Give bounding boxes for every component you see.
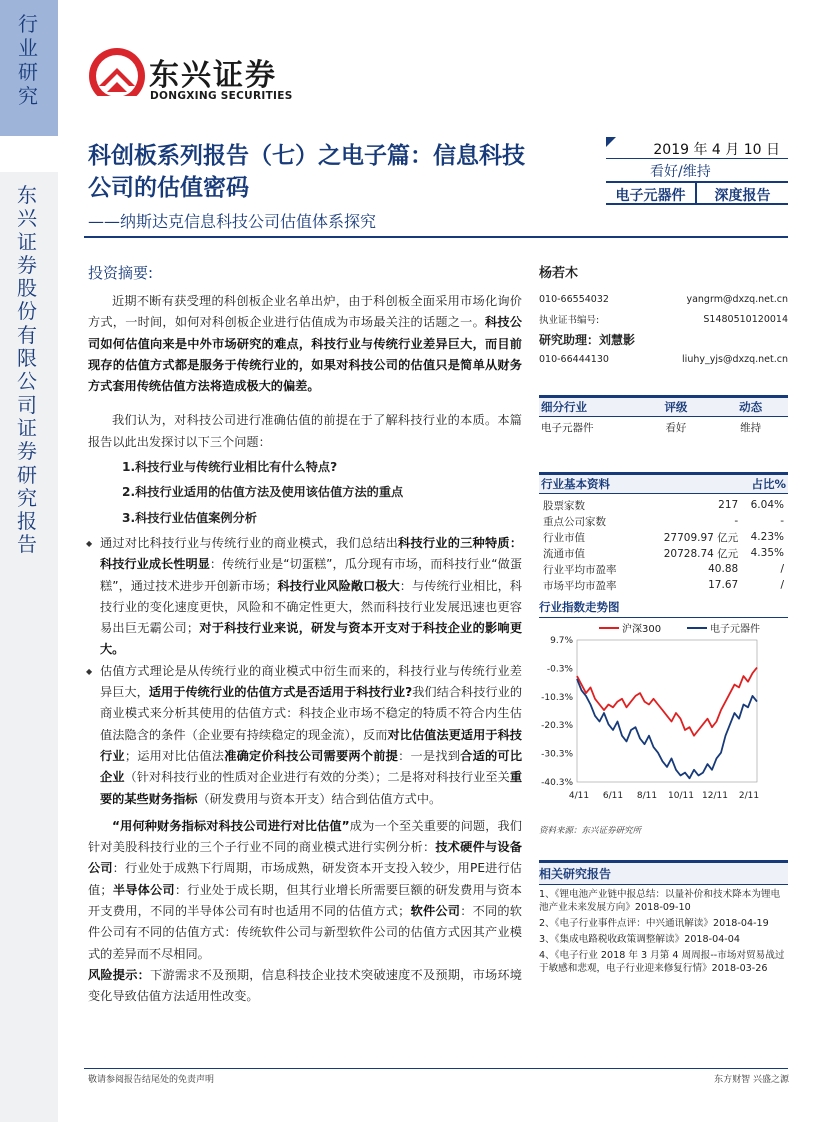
title-divider: [84, 236, 788, 238]
stats-cell-label: 流通市值: [543, 547, 585, 560]
question-3: 3.科技行业估值案例分析: [122, 510, 257, 525]
stats-cell-label: 市场平均市盈率: [543, 579, 617, 592]
assistant-name: 研究助理：刘慧影: [539, 332, 636, 347]
rating-cell-rating: 看好: [665, 422, 687, 434]
stats-table-row: [539, 529, 788, 545]
bullet-1: ◆ 通过对比科技行业与传统行业的商业模式，我们总结出科技行业的三种特质：科技行业成长性明显：传统行业是“切蛋糕”，瓜分现有市场，而科技行业“做蛋糕”，通过技术进步开创新市场；科技行业风险敞口极大：与传统行业相比，科技行业的变化速度更快，风险和不确定性更大，然而科技行业发展迅速也更容易出巨无霸公司；对于科技行业来说，研发与资本开支对于科技企业的影响更大。: [88, 533, 522, 661]
x-tick-label: 8/11: [636, 791, 658, 801]
summary-paragraph-3: “用何种财务指标对科技公司进行对比估值”成为一个至关重要的问题，我们针对美股科技行业的三个子行业不同的商业模式进行实例分析：技术硬件与设备公司：行业处于成熟下行周期，市场成熟，研发资本开支投入较少，用PE进行估值；半导体公司：行业处于成长期，但其行业增长所需要巨额的研发费用与资本开支费用，不同的半导体公司有时也适用不同的估值方式；软件公司：不同的软件公司有不同的估值方式：传统软件公司与新型软件公司的估值方式因其产业模式的差异而不尽相同。: [88, 818, 522, 961]
rating-col-status: 动态: [739, 400, 763, 414]
stats-header-label: 行业基本资料: [541, 477, 610, 491]
chart-source-note: 资料来源：东兴证券研究所: [539, 826, 642, 836]
report-date-row: [606, 137, 788, 159]
rating-col-industry: 细分行业: [541, 400, 587, 414]
analyst-contact-1: [539, 289, 788, 309]
stats-cell-pct: 4.35%: [750, 547, 784, 559]
question-1: 1.科技行业与传统行业相比有什么特点?: [122, 460, 338, 475]
stats-cell-pct: 6.04%: [750, 499, 784, 511]
corner-triangle-icon: [606, 137, 616, 147]
y-tick-label: 9.7%: [550, 636, 573, 646]
question-2: 2.科技行业适用的估值方法及使用该估值方法的重点: [122, 485, 404, 500]
rating-table-header: [539, 395, 788, 417]
stats-cell-label: 行业市值: [543, 531, 585, 544]
stats-header-pct: 占比%: [751, 477, 786, 491]
report-type: 深度报告: [714, 188, 771, 204]
right-column: [539, 262, 788, 618]
chart-title: 行业指数走势图: [539, 599, 788, 618]
logo-mark-icon: [87, 46, 147, 106]
y-tick-label: -0.3%: [546, 664, 573, 675]
footer-divider: [84, 1068, 788, 1069]
dongxing-logo: [87, 46, 297, 108]
related-item[interactable]: 1、《锂电池产业链中报总结：以量补价和技术降本为锂电池产业未来发展方向》2018-09-10: [539, 889, 781, 913]
sidebar-top-band: [0, 0, 58, 136]
sidebar-category-label: 行业研究: [18, 12, 38, 108]
rating-cell-status: 维持: [740, 422, 762, 434]
stats-cell-pct: -: [780, 515, 784, 527]
analyst-cert-row: [539, 309, 788, 329]
report-category-row: [606, 181, 788, 205]
y-tick-label: -10.3%: [541, 692, 573, 703]
summary-body: [88, 291, 522, 1008]
y-tick-label: -20.3%: [541, 721, 573, 732]
stats-table-row: [539, 577, 788, 593]
stats-cell-value: 27709.97 亿元: [663, 531, 739, 544]
stats-table-row: [539, 513, 788, 529]
sidebar-main-band: [0, 172, 58, 1122]
stats-table-row: [539, 545, 788, 561]
rating-col-rating: 评级: [664, 400, 688, 414]
stats-cell-pct: /: [780, 579, 784, 591]
cert-label: 执业证书编号:: [539, 315, 600, 326]
x-tick-label: 12/11: [702, 791, 728, 801]
summary-paragraph-2: 我们认为，对科技公司进行准确估值的前提在于了解科技行业的本质。本篇报告以此出发探讨以下三个问题：: [88, 413, 522, 449]
y-tick-label: -30.3%: [541, 749, 573, 760]
assistant-phone: 010-66444130: [539, 353, 609, 365]
y-tick-label: -40.3%: [541, 778, 573, 788]
stats-table-header: [539, 472, 788, 494]
analyst-phone: 010-66554032: [539, 293, 609, 305]
footer-disclaimer: 敬请参阅报告结尾处的免责声明: [88, 1075, 215, 1085]
stats-cell-label: 行业平均市盈率: [543, 563, 617, 576]
sidebar-company-label: 东兴证券股份有限公司证券研究报告: [17, 183, 37, 557]
stats-cell-value: 40.88: [708, 563, 739, 575]
stats-cell-pct: 4.23%: [750, 531, 784, 543]
analyst-name: 杨若木: [539, 266, 579, 281]
related-item[interactable]: 2、《电子行业事件点评：中兴通讯解读》2018-04-19: [539, 918, 769, 929]
report-info-box: [606, 137, 788, 205]
stats-cell-label: 股票家数: [543, 499, 585, 512]
stats-cell-value: -: [734, 515, 739, 527]
related-heading: 相关研究报告: [539, 860, 788, 885]
legend-electronics: 电子元器件: [687, 620, 760, 635]
report-title: 科创板系列报告（七）之电子篇：信息科技公司的估值密码: [88, 143, 525, 201]
footer-slogan: 东方财智 兴盛之源: [714, 1075, 789, 1085]
summary-heading: 投资摘要:: [88, 264, 154, 282]
risk-warning: 风险提示：下游需求不及预期，信息科技企业技术突破速度不及预期，市场环境变化导致估值方法适用性改变。: [88, 967, 522, 1004]
industry-name: 电子元器件: [606, 183, 697, 203]
logo-name-en: DONGXING SECURITIES: [150, 90, 293, 102]
logo-name-cn: 东兴证券: [149, 58, 277, 93]
stats-cell-value: 217: [718, 499, 739, 511]
x-tick-label: 2/11: [738, 791, 760, 801]
report-date: 2019 年 4 月 10 日: [653, 142, 780, 158]
stats-cell-label: 重点公司家数: [543, 515, 606, 528]
analyst-email: yangrm@dxzq.net.cn: [686, 293, 788, 305]
report-subtitle: ——纳斯达克信息科技公司估值体系探究: [88, 212, 377, 231]
summary-paragraph-1: 近期不断有获受理的科创板企业名单出炉，由于科创板全面采用市场化询价方式，一时间，如何对科创板企业进行估值成为市场最关注的话题之一。科技公司如何估值向来是中外市场研究的难点，科技行业与传统行业差异巨大，而目前现存的估值方式都是服务于传统行业的，如果对科技公司的估值只是简单从财务方式套用传统估值方法将造成极大的偏差。: [88, 294, 522, 394]
bullet-2: ◆ 估值方式理论是从传统行业的商业模式中衍生而来的，科技行业与传统行业差异巨大，适用于传统行业的估值方式是否适用于科技行业?我们结合科技行业的商业模式来分析其使用的估值方式：科技企业市场不稳定的特质不符合内生估值法隐含的条件（企业要有持续稳定的现金流），反而对比估值法更适用于科技行业；运用对比估值法准确定价科技公司需要两个前提：一是找到合适的可比企业（针对科技行业的性质对企业进行有效的分类）；二是将对科技行业至关重要的某些财务指标（研发费用与资本开支）结合到估值方式中。: [88, 661, 522, 810]
assistant-email: liuhy_yjs@dxzq.net.cn: [682, 353, 788, 365]
rating-table-row: [539, 417, 788, 438]
index-trend-chart: [539, 600, 788, 810]
related-reports: [539, 860, 788, 975]
stats-table-body: [539, 494, 788, 593]
stats-cell-pct: /: [780, 563, 784, 575]
assistant-contact: [539, 349, 788, 369]
rating-cell-industry: 电子元器件: [541, 422, 594, 434]
cert-number: S1480510120014: [703, 313, 788, 325]
stats-table-row: [539, 561, 788, 577]
stats-cell-value: 17.67: [708, 579, 739, 591]
chart-plot: [539, 600, 788, 810]
x-tick-label: 6/11: [602, 791, 624, 801]
stats-cell-value: 20728.74 亿元: [663, 547, 739, 560]
related-item[interactable]: 3、《集成电路税收政策调整解读》2018-04-04: [539, 934, 740, 945]
stats-table-row: [539, 497, 788, 513]
x-tick-label: 10/11: [668, 791, 694, 801]
related-item[interactable]: 4、《电子行业 2018 年 3 月第 4 周周报--市场对贸易战过于敏感和悲观，电子行业迎来修复行情》2018-03-26: [539, 950, 785, 974]
assistant-row: [539, 329, 788, 349]
legend-hs300: 沪深300: [599, 620, 661, 635]
x-tick-label: 4/11: [568, 791, 590, 801]
industry-rating: 看好/维持: [650, 164, 711, 180]
